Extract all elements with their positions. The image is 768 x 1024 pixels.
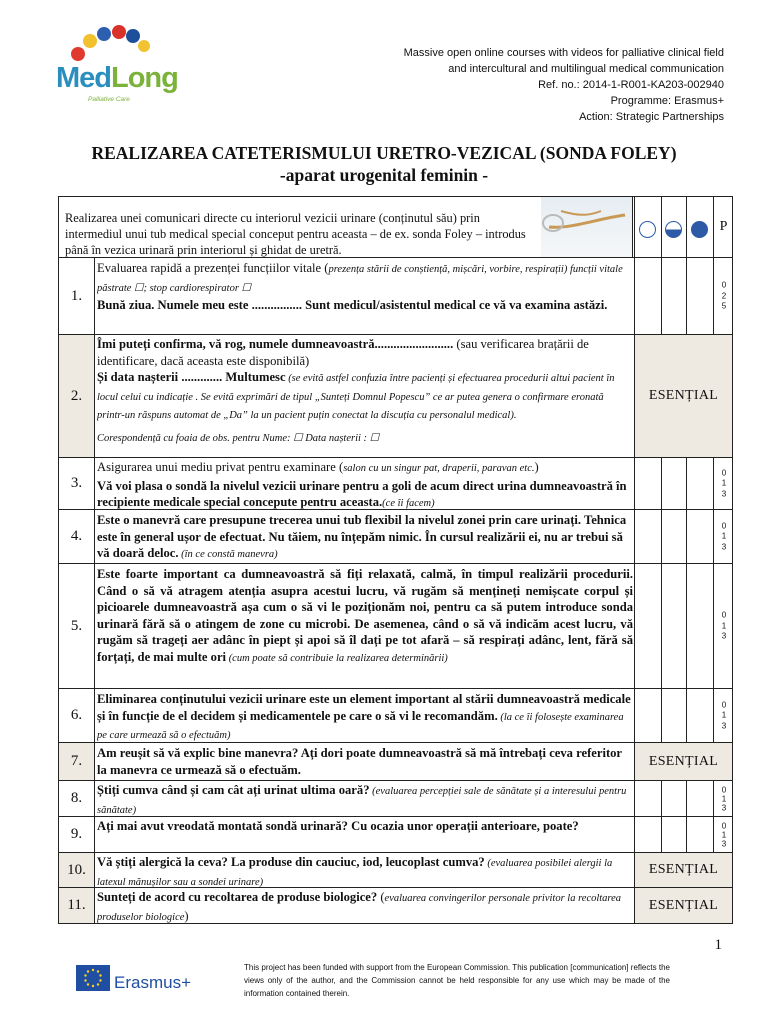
document-title: REALIZAREA CATETERISMULUI URETRO-VEZICAL (SONDA FOLEY)	[91, 143, 677, 163]
funding-disclaimer: This project has been funded with support from the European Commission. This publication [communication] reflects the views only of the author, and the Commission cannot be held responsible for any use which may be made of the information contained therein.	[244, 963, 670, 998]
checklist-row-6	[58, 689, 733, 743]
checklist-row-2	[58, 335, 733, 458]
row-number: 5.	[59, 564, 95, 688]
row-number: 8.	[59, 781, 95, 816]
full-circle-icon	[691, 221, 708, 238]
row-number: 7.	[59, 743, 95, 780]
checklist-row-9	[58, 817, 733, 853]
score-options: 0 2 5	[721, 280, 727, 311]
checklist-row-5	[58, 564, 733, 689]
row-number: 2.	[59, 335, 95, 457]
row-text: Eliminarea conținutului vezicii urinare este un element important al stării dumneavoastră medicale și în funcție de el decidem și medicamentele pe care o să vi le recomandăm. (la ce îi folosește examinarea pe care urmează să o efectuăm)	[97, 692, 631, 741]
page-number: 1	[714, 937, 722, 953]
row-number: 10.	[59, 853, 95, 887]
erasmus-logo: Erasmus+	[114, 973, 191, 992]
row-text: Este foarte important ca dumneavoastră să fiți relaxată, calmă, în timpul realizării procedurii. Când o să vă atragem atenția asupra acestui lucru, vă rugăm să mențineți nemișcate corpul și picioarele dumneavoastră așa cum o să vi le poziționăm noi, pentru ca să putem introduce sonda urinară fără să o atingem de zone cu microbi. De asemenea, când o să vă indicăm acest lucru, vă rugăm să trageți aer adânc în piept și apoi să îl dați pe tot afară – să respirați adânc, lent, fără să forțați, de mai multe ori (cum poate să contribuie la realizarea determinării)	[97, 567, 633, 664]
score-options: 0 1 3	[721, 821, 727, 848]
checklist-row-7	[58, 743, 733, 781]
project-ref: Ref. no.: 2014-1-R001-KA203-002940	[538, 79, 724, 91]
logo-wordmark: MedLong	[56, 62, 178, 94]
eu-flag-icon	[76, 965, 110, 991]
points-header: P	[719, 219, 728, 234]
row-number: 11.	[59, 888, 95, 923]
half-circle-icon	[665, 221, 682, 238]
logo-subtitle: Palliative Care	[88, 96, 130, 103]
row-text: Asigurarea unui mediu privat pentru examinare (salon cu un singur pat, draperii, paravan etc.) Vă voi plasa o sondă la nivelul vezicii urinare pentru a goli de acum direct urina dumneavoastră în recipiente medicale special concepute pentru aceasta.(ce îi facem)	[97, 460, 627, 509]
score-options: 0 1 3	[721, 610, 727, 641]
intro-text: Realizarea unei comunicari directe cu interiorul vezicii urinare (conținutul său) prin intermediul unui tub medical special conceput pentru aceasta – de ex. sonda Foley – introdus până în vezica urinară prin interiorul și ghidat de uretră.	[65, 211, 526, 257]
medlong-logo	[52, 22, 182, 108]
checklist-row-10	[58, 853, 733, 888]
row-number: 1.	[59, 258, 95, 334]
row-text: Am reușit să vă explic bine manevra? Ați dori poate dumneavoastră să mă întrebați ceva referitor la manevra ce urmează să o efectuăm.	[97, 746, 622, 777]
intro-row	[58, 196, 733, 258]
row-text: Este o manevră care presupune trecerea unui tub flexibil la nivelul zonei prin care urinați. Tehnica este în general ușor de efectuat. Nu tăiem, nu înțepăm nimic. În cursul realizării ei, nu ar trebui să vă doară deloc. (în ce constă manevra)	[97, 513, 627, 560]
checklist-row-4	[58, 510, 733, 564]
essential-label: ESENȚIAL	[634, 888, 732, 923]
row-number: 3.	[59, 458, 95, 509]
catheter-image	[541, 197, 633, 257]
row-text: Evaluarea rapidă a prezenței funcțiilor vitale (prezența stării de conștiență, mișcări, vorbire, respirații) funcții vitale păstrate ☐; stop cardiorespirator ☐ Bună ziua. Numele meu este ................ Sunt medicul/asistentul medical ce vă va examina astăzi.	[97, 261, 623, 312]
checklist-row-3	[58, 458, 733, 510]
row-number: 4.	[59, 510, 95, 563]
project-programme: Programme: Erasmus+	[610, 95, 724, 107]
score-options: 0 1 3	[721, 467, 727, 498]
row-number: 9.	[59, 817, 95, 852]
project-action: Action: Strategic Partnerships	[579, 111, 724, 123]
checklist-row-11	[58, 888, 733, 924]
project-info	[404, 45, 724, 125]
checklist-row-8	[58, 781, 733, 817]
score-options: 0 1 3	[721, 785, 727, 812]
row-text: Ați mai avut vreodată montată sondă urinară? Cu ocazia unor operații anterioare, poate?	[97, 819, 579, 833]
essential-label: ESENȚIAL	[634, 743, 732, 780]
document-subtitle: -aparat urogenital feminin -	[279, 165, 489, 185]
row-number: 6.	[59, 689, 95, 742]
row-text: Știți cumva când și cam cât ați urinat ultima oară? (evaluarea percepției sale de sănătate și a interesului pentru sănătate)	[97, 783, 627, 816]
project-line-2: and intercultural and multilingual medical communication	[448, 63, 724, 75]
row-text: Vă știți alergică la ceva? La produse din cauciuc, iod, leucoplast cumva? (evaluarea posibilei alergii la latexul mănușilor sau a sondei urinare)	[97, 855, 613, 888]
row-text: Sunteți de acord cu recoltarea de produse biologice? (evaluarea convingerilor personale privitor la recoltarea produselor biologice)	[97, 890, 622, 923]
checklist-row-1	[58, 258, 733, 335]
flags-arc-icon	[64, 24, 154, 64]
score-options: 0 1 3	[721, 520, 727, 551]
project-line-1: Massive open online courses with videos for palliative clinical field	[403, 47, 724, 59]
essential-label: ESENȚIAL	[634, 335, 732, 457]
row-text: Îmi puteți confirma, vă rog, numele dumneavoastră......................... (sau verificarea brațării de identificare, dacă aceasta este disponibilă) Și data nașterii ............. Multumesc (se evită astfel confuzia între pacienți și efectuarea procedurii altui pacient în locul celui cu indicație . Se evită exprimări de tipul „Sunteți Domnul Popescu” ce ar putea genera o confirmare eronată printr-un răspuns automat de „Da” la un pacient puțin conectat la discuția cu personalul medical). Corespondență cu foaia de obs. pentru Nume: ☐ Data nașterii : ☐	[97, 337, 615, 444]
essential-label: ESENȚIAL	[634, 853, 732, 887]
score-options: 0 1 3	[721, 699, 727, 730]
empty-circle-icon	[639, 221, 656, 238]
